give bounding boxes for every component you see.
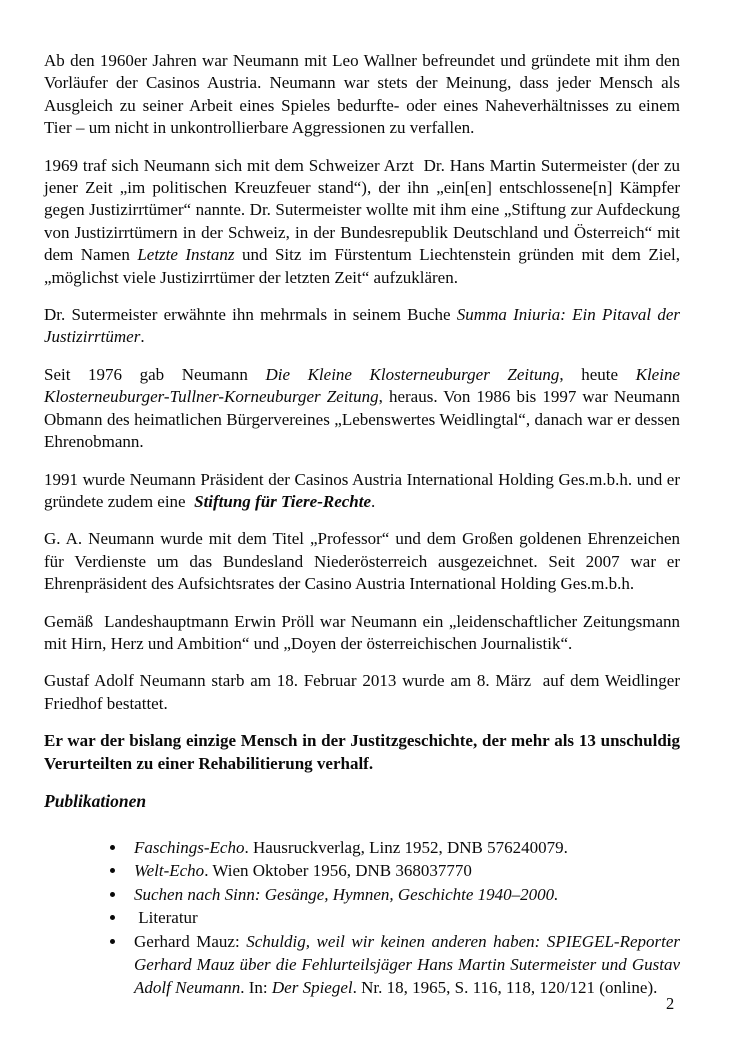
text-run: Suchen nach Sinn: Gesänge, Hymnen, Geschichte 1940–2000. (134, 884, 559, 904)
text-run: . (371, 491, 376, 511)
text-run: 1991 wurde Neumann Präsident der Casinos Austria International Holding Ges.m.b.h. und er gründete zudem eine (44, 469, 680, 511)
publications-list (44, 836, 680, 1000)
paragraph-casinos-president (44, 469, 680, 514)
text-run: Gemäß Landeshauptmann Erwin Pröll war Neumann ein „leidenschaftlicher Zeitungsmann mit Hirn, Herz und Ambition“ und „Doyen der österreichischen Journalistik“. (44, 611, 680, 653)
text-run: Welt-Echo (134, 861, 205, 881)
publications-heading (44, 790, 680, 812)
text-run: Dr. Sutermeister erwähnte ihn mehrmals in seinem Buche (44, 305, 457, 325)
paragraph-casinos-founding (44, 50, 680, 140)
text-run: Literatur (134, 908, 198, 928)
text-run: Faschings-Echo (134, 837, 245, 857)
text-run: Summa Iniuria: Ein Pitaval der Justizirrtümer (44, 305, 680, 347)
text-run: und Sitz im Fürstentum Liechtenstein gründen mit dem Ziel, „möglichst viele Justizirrtümer der letzten Zeit“ aufzuklären. (44, 245, 680, 287)
paragraph-sutermeister-meeting (44, 155, 680, 289)
text-run: Ab den 1960er Jahren war Neumann mit Leo Wallner befreundet und gründete mit ihm den Vorläufer der Casinos Austria. Neumann war stets der Meinung, dass jeder Mensch als Ausgleich zu seiner Arbeit eines Spieles bedurfte- oder eines Naheverhältnisses zu einem Tier – um nicht in unkontrollierbare Aggressionen zu verfallen. (44, 51, 680, 138)
text-run: Gerhard Mauz: (134, 931, 247, 951)
text-run: Die Kleine Klosterneuburger Zeitung (265, 364, 560, 384)
text-run: Gustaf Adolf Neumann starb am 18. Februar 2013 wurde am 8. März auf dem Weidlinger Friedhof bestattet. (44, 671, 680, 713)
paragraph-rehabilitation-bold (44, 730, 680, 775)
text-run: . (140, 327, 145, 347)
paragraph-proell-quote (44, 611, 680, 656)
text-run: . In: (240, 978, 272, 998)
list-item-faschings-echo (127, 836, 680, 859)
paragraph-death (44, 670, 680, 715)
text-run: . Hausruckverlag, Linz 1952, DNB 576240079. (244, 837, 568, 857)
list-item-welt-echo (127, 859, 680, 882)
text-run: 1969 traf sich Neumann sich mit dem Schweizer Arzt Dr. Hans Martin Sutermeister (der zu jener Zeit „im politischen Kreuzfeuer stand“), der ihn „ein[en] entschlossene[n] Kämpfer gegen Justizirrtümer“ nannte. Dr. Sutermeister wollte mit ihm eine „Stiftung zur Aufdeckung von Justizirrtümern in der Schweiz, in der Bundesrepublik Deutschland und Österreich“ mit dem Namen (44, 155, 680, 265)
text-run: Er war der bislang einzige Mensch in der Justitzgeschichte, der mehr als 13 unschuldig Verurteilten zu einer Rehabilitierung verhalf. (44, 731, 680, 773)
text-run: , heute (559, 364, 636, 384)
list-item-suchen-nach-sinn (127, 883, 680, 906)
list-item-gerhard-mauz (127, 930, 680, 1000)
text-run: Stiftung für Tiere-Rechte (194, 491, 372, 511)
text-run: Letzte Instanz (137, 245, 235, 265)
paragraph-zeitung-herausgeber (44, 364, 680, 454)
document-body (44, 50, 680, 1000)
text-run: . Wien Oktober 1956, DNB 368037770 (204, 861, 472, 881)
text-run: Schuldig, weil wir keinen anderen haben: SPIEGEL-Reporter Gerhard Mauz über die Fehlurteilsjäger Hans Martin Sutermeister und Gustav Adolf Neumann (134, 931, 681, 998)
text-run: , heraus. Von 1986 bis 1997 war Neumann Obmann des heimatlichen Bürgervereines „Lebenswertes Weidlingtal“, danach war er dessen Ehrenobmann. (44, 387, 680, 452)
text-run: Der Spiegel (271, 978, 353, 998)
text-run: G. A. Neumann wurde mit dem Titel „Professor“ und dem Großen goldenen Ehrenzeichen für Verdienste um das Bundesland Niederösterreich ausgezeichnet. Seit 2007 war er Ehrenpräsident des Aufsichtsrates der Casino Austria International Holding Ges.m.b.h. (44, 529, 680, 594)
list-item-literatur (127, 906, 680, 929)
paragraph-summa-iniuria (44, 304, 680, 349)
text-run: Seit 1976 gab Neumann (44, 364, 266, 384)
text-run: Publikationen (44, 790, 147, 811)
paragraph-honors (44, 528, 680, 595)
text-run: Kleine Klosterneuburger-Tullner-Korneuburger Zeitung (44, 364, 680, 407)
text-run: . Nr. 18, 1965, S. 116, 118, 120/121 (online). (352, 978, 658, 998)
page-number: 2 (666, 994, 675, 1013)
